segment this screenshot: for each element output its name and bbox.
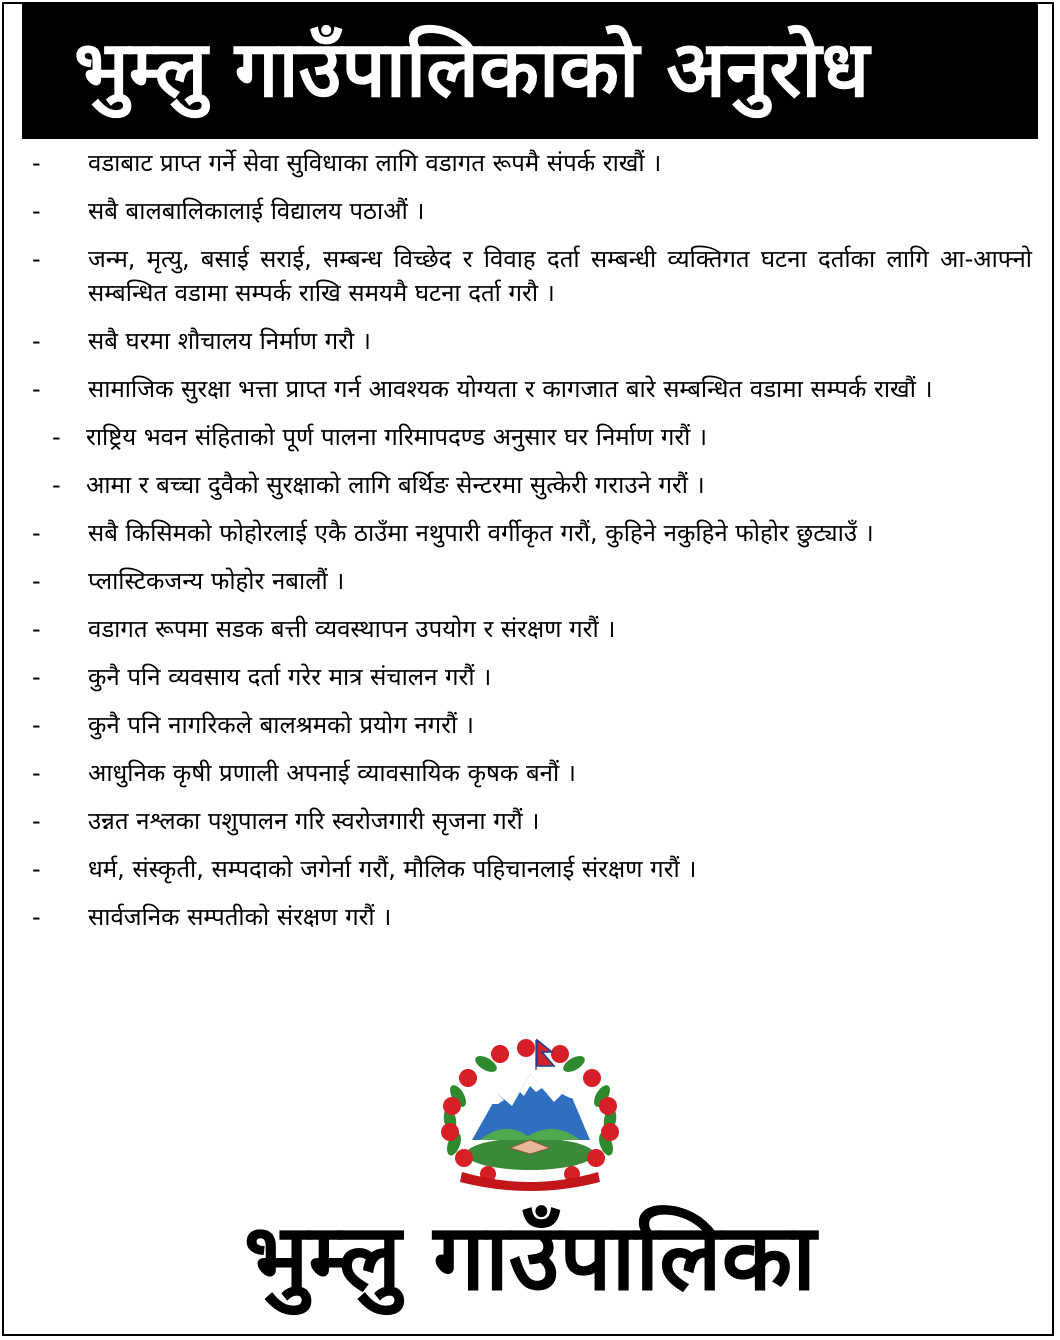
nepal-emblem-icon <box>428 1036 632 1192</box>
list-item <box>20 194 1032 228</box>
list-item <box>20 852 1032 886</box>
list-bullet: - <box>32 855 41 883</box>
list-item-text: सार्वजनिक सम्पतीको संरक्षण गरौं । <box>88 903 392 931</box>
page-title: भुम्लु गाउँपालिकाको अनुरोध <box>22 2 1038 139</box>
list-item-text: सबै घरमा शौचालय निर्माण गरौ । <box>88 327 371 355</box>
list-bullet: - <box>32 903 41 931</box>
list-item-text: सामाजिक सुरक्षा भत्ता प्राप्त गर्न आवश्यक योग्यता र कागजात बारे सम्बन्धित वडामा सम्पर्क राखौं । <box>88 375 933 403</box>
list-bullet: - <box>32 245 41 273</box>
list-item <box>20 708 1032 742</box>
list-bullet: - <box>52 423 61 451</box>
list-item <box>20 564 1032 598</box>
list-item-text: सबै किसिमको फोहोरलाई एकै ठाउँमा नथुपारी वर्गीकृत गरौं, कुहिने नकुहिने फोहोर छुट्याउँ । <box>88 519 874 547</box>
list-item-text: जन्म, मृत्यु, बसाई सराई, सम्बन्ध विच्छेद र विवाह दर्ता सम्बन्धी व्यक्तिगत घटना दर्ताका लागि आ-आफ्नो सम्बन्धित वडामा सम्पर्क राखि समयमै घटना दर्ता गरौ । <box>88 245 1032 307</box>
list-item <box>20 804 1032 838</box>
list-item <box>20 900 1032 934</box>
list-bullet: - <box>32 615 41 643</box>
list-item-text: कुनै पनि नागरिकले बालश्रमको प्रयोग नगरौं । <box>88 711 474 739</box>
list-item-text: प्लास्टिकजन्य फोहोर नबालौं । <box>88 567 345 595</box>
list-item <box>20 242 1032 310</box>
list-item <box>20 468 1032 502</box>
list-item-text: धर्म, संस्कृती, सम्पदाको जगेर्ना गरौं, मौलिक पहिचानलाई संरक्षण गरौं । <box>88 855 697 883</box>
list-bullet: - <box>32 711 41 739</box>
list-item-text: आमा र बच्चा दुवैको सुरक्षाको लागि बर्थिङ सेन्टरमा सुत्केरी गराउने गरौं । <box>86 471 705 499</box>
list-bullet: - <box>32 197 41 225</box>
list-item <box>20 660 1032 694</box>
list-item <box>20 324 1032 358</box>
list-bullet: - <box>32 375 41 403</box>
list-item-text: आधुनिक कृषी प्रणाली अपनाई व्यावसायिक कृषक बनौं । <box>88 759 576 787</box>
list-bullet: - <box>52 471 61 499</box>
list-bullet: - <box>32 759 41 787</box>
request-list <box>20 146 1032 948</box>
list-item <box>20 756 1032 790</box>
list-item-text: वडाबाट प्राप्त गर्ने सेवा सुविधाका लागि वडागत रूपमै संपर्क राखौं । <box>88 149 662 177</box>
list-bullet: - <box>32 519 41 547</box>
list-item-text: सबै बालबालिकालाई विद्यालय पठाऔं । <box>88 197 425 225</box>
list-item-text: वडागत रूपमा सडक बत्ती व्यवस्थापन उपयोग र संरक्षण गरौं । <box>88 615 616 643</box>
list-bullet: - <box>32 663 41 691</box>
list-bullet: - <box>32 149 41 177</box>
list-bullet: - <box>32 807 41 835</box>
footer-title: भुम्लु गाउँपालिका <box>243 1204 817 1311</box>
list-item <box>20 372 1032 406</box>
list-bullet: - <box>32 327 41 355</box>
list-item-text: उन्नत नश्लका पशुपालन गरि स्वरोजगारी सृजना गरौं । <box>88 807 540 835</box>
list-bullet: - <box>32 567 41 595</box>
list-item <box>20 612 1032 646</box>
list-item <box>20 420 1032 454</box>
list-item <box>20 146 1032 180</box>
list-item-text: कुनै पनि व्यवसाय दर्ता गरेर मात्र संचालन गरौं । <box>88 663 492 691</box>
list-item-text: राष्ट्रिय भवन संहिताको पूर्ण पालना गरिमापदण्ड अनुसार घर निर्माण गरौं । <box>86 423 708 451</box>
list-item <box>20 516 1032 550</box>
